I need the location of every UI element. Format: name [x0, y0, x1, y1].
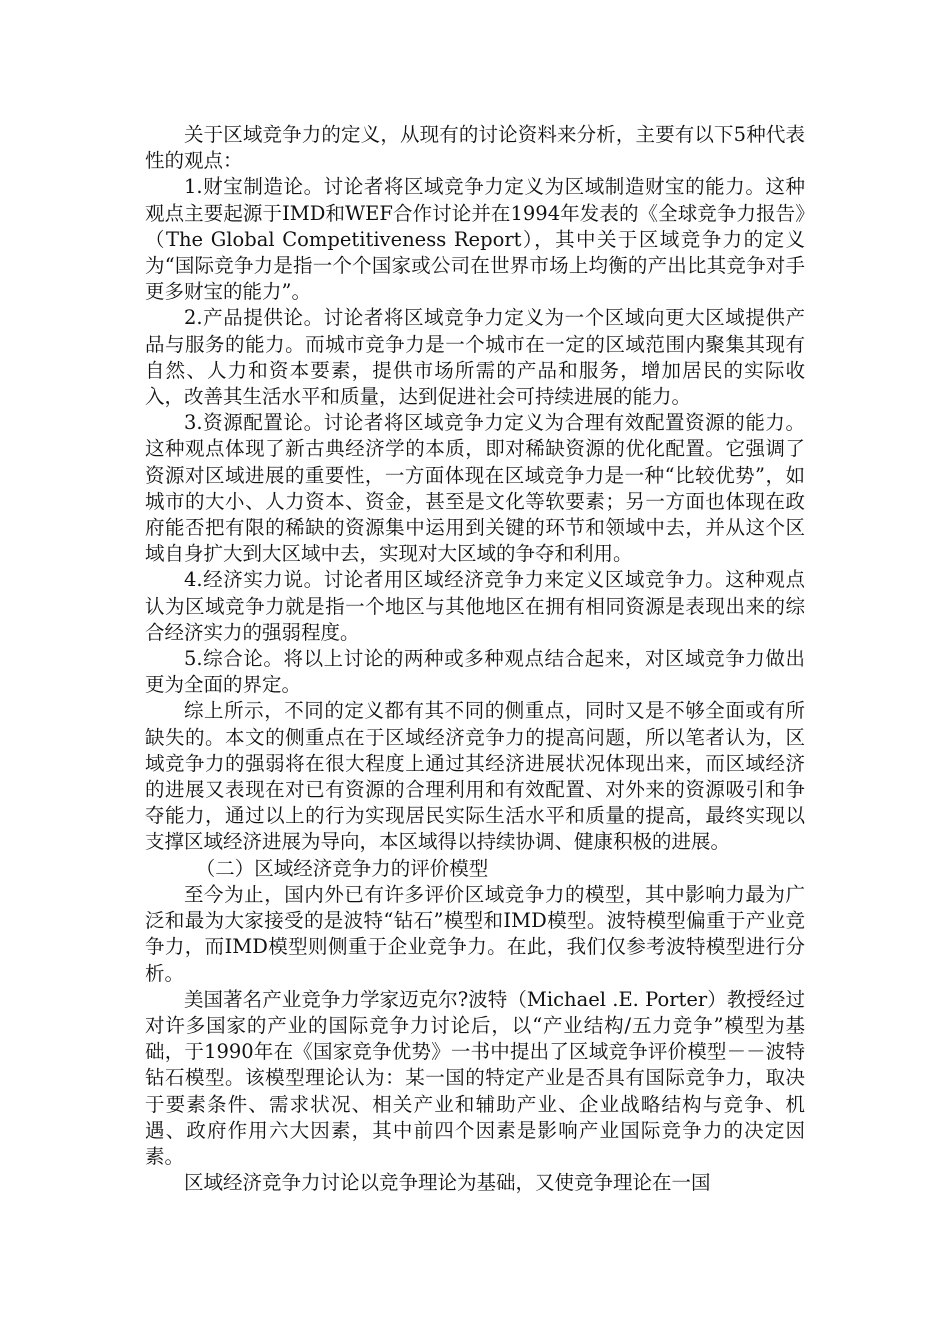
paragraph-resource-allocation: 3.资源配置论。讨论者将区域竞争力定义为合理有效配置资源的能力。这种观点体现了新古典经济学的本质，即对稀缺资源的优化配置。它强调了资源对区域进展的重要性，一方面体现在区域竞争力是一种“比较优势”，如城市的大小、人力资本、资金，甚至是文化等软要素；另一方面也体现在政府能否把有限的稀缺的资源集中运用到关键的环节和领域中去，并从这个区域自身扩大到大区域中去，实现对大区域的争夺和利用。	[145, 411, 805, 566]
paragraph-product-supply: 2.产品提供论。讨论者将区域竞争力定义为一个区域向更大区域提供产品与服务的能力。而城市竞争力是一个城市在一定的区域范围内聚集其现有自然、人力和资本要素，提供市场所需的产品和服务，增加居民的实际收入，改善其生活水平和质量，达到促进社会可持续进展的能力。	[145, 306, 805, 409]
paragraph-porter: 美国著名产业竞争力学家迈克尔?波特（Michael .E. Porter）教授经过对许多国家的产业的国际竞争力讨论后，以“产业结构/五力竞争”模型为基础，于1990年在《国家竞争优势》一书中提出了区域竞争评价模型－－波特钻石模型。该模型理论认为：某一国的特定产业是否具有国际竞争力，取决于要素条件、需求状况、相关产业和辅助产业、企业战略结构与竞争、机遇、政府作用六大因素，其中前四个因素是影响产业国际竞争力的决定因素。	[145, 987, 805, 1168]
paragraph-continuation: 区域经济竞争力讨论以竞争理论为基础，又使竞争理论在一国	[184, 1171, 711, 1195]
paragraph-economic-strength: 4.经济实力说。讨论者用区域经济竞争力来定义区域竞争力。这种观点认为区域竞争力就是指一个地区与其他地区在拥有相同资源是表现出来的综合经济实力的强弱程度。	[145, 568, 805, 644]
section-heading: （二）区域经济竞争力的评价模型	[195, 856, 489, 880]
paragraph-comprehensive: 5.综合论。将以上讨论的两种或多种观点结合起来，对区域竞争力做出更为全面的界定。	[145, 647, 805, 697]
paragraph-intro: 关于区域竞争力的定义，从现有的讨论资料来分析，主要有以下5种代表性的观点：	[145, 123, 805, 173]
document-body	[145, 122, 805, 1196]
paragraph-models: 至今为止，国内外已有许多评价区域竞争力的模型，其中影响力最为广泛和最为大家接受的是波特“钻石”模型和IMD模型。波特模型偏重于产业竞争力，而IMD模型则侧重于企业竞争力。在此，我们仅参考波特模型进行分析。	[145, 882, 805, 985]
paragraph-wealth-creation: 1.财宝制造论。讨论者将区域竞争力定义为区域制造财宝的能力。这种观点主要起源于IMD和WEF合作讨论并在1994年发表的《全球竞争力报告》（The Global Competitiveness Report），其中关于区域竞争力的定义为“国际竞争力是指一个个国家或公司在世界市场上均衡的产出比其竞争对手更多财宝的能力”。	[145, 175, 805, 304]
paragraph-summary: 综上所示，不同的定义都有其不同的侧重点，同时又是不够全面或有所缺失的。本文的侧重点在于区域经济竞争力的提高问题，所以笔者认为，区域竞争力的强弱将在很大程度上通过其经济进展状况体现出来，而区域经济的进展又表现在对已有资源的合理利用和有效配置、对外来的资源吸引和争夺能力，通过以上的行为实现居民实际生活水平和质量的提高，最终实现以支撑区域经济进展为导向，本区域得以持续协调、健康积极的进展。	[145, 699, 805, 854]
